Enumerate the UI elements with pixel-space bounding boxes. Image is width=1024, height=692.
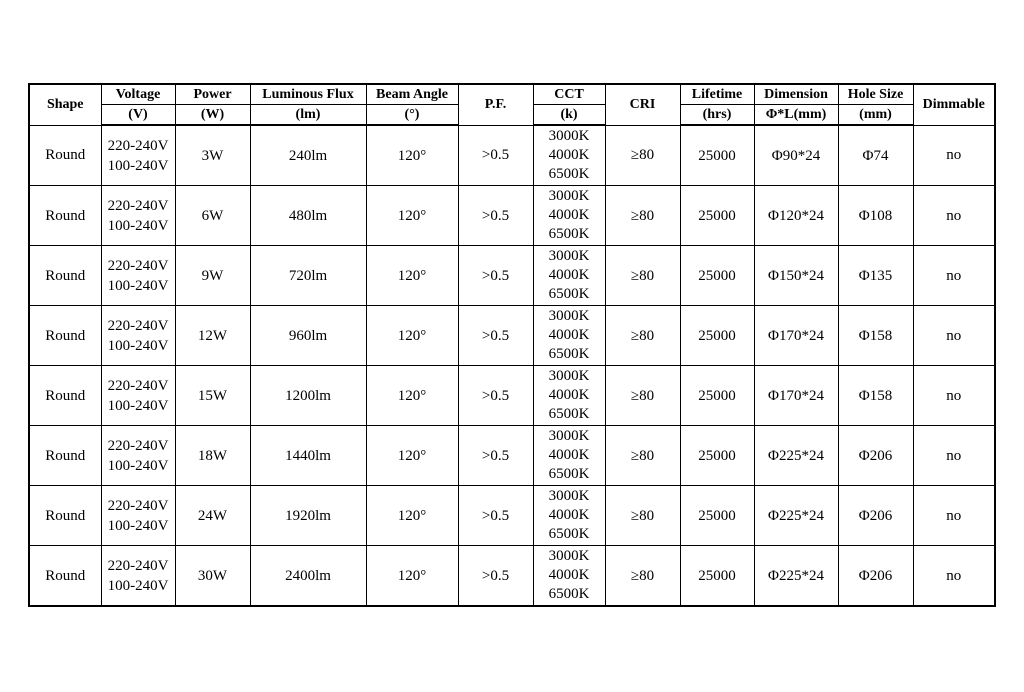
cell-voltage-line: 220-240V	[107, 437, 169, 454]
cell-shape: Round	[29, 186, 101, 246]
cell-cct	[533, 306, 605, 366]
cell-hole-size: Φ158	[838, 366, 913, 426]
cell-luminous-flux: 720lm	[250, 246, 366, 306]
cell-beam-angle: 120°	[366, 546, 458, 607]
cell-cct-line: 6500K	[548, 466, 590, 482]
table-body	[29, 125, 995, 606]
cell-beam-angle: 120°	[366, 186, 458, 246]
cell-power: 15W	[175, 366, 250, 426]
cell-shape: Round	[29, 125, 101, 186]
cell-voltage-line: 220-240V	[107, 377, 169, 394]
header-power-unit: (W)	[175, 105, 250, 126]
cell-cri: ≥80	[605, 486, 680, 546]
table-row	[29, 306, 995, 366]
cell-voltage	[101, 306, 175, 366]
cell-beam-angle: 120°	[366, 125, 458, 186]
table-row	[29, 186, 995, 246]
cell-power: 24W	[175, 486, 250, 546]
cell-cct-line: 6500K	[548, 586, 590, 602]
cell-cri: ≥80	[605, 426, 680, 486]
cell-cct-line: 4000K	[548, 207, 590, 223]
cell-lifetime: 25000	[680, 186, 754, 246]
table-row	[29, 366, 995, 426]
cell-pf: >0.5	[458, 306, 533, 366]
cell-cri: ≥80	[605, 306, 680, 366]
cell-voltage-line: 100-240V	[107, 157, 169, 174]
cell-cct-line: 3000K	[548, 188, 590, 204]
cell-voltage-line: 100-240V	[107, 457, 169, 474]
header-beam-angle: Beam Angle	[366, 84, 458, 105]
cell-lifetime: 25000	[680, 546, 754, 607]
cell-cct-line: 4000K	[548, 447, 590, 463]
cell-pf: >0.5	[458, 366, 533, 426]
cell-voltage-line: 220-240V	[107, 197, 169, 214]
cell-power: 30W	[175, 546, 250, 607]
cell-pf: >0.5	[458, 186, 533, 246]
cell-cct	[533, 186, 605, 246]
cell-dimmable: no	[913, 186, 995, 246]
header-pf: P.F.	[458, 84, 533, 125]
table-row	[29, 486, 995, 546]
cell-cct	[533, 366, 605, 426]
cell-hole-size: Φ135	[838, 246, 913, 306]
cell-lifetime: 25000	[680, 125, 754, 186]
header-hole-size: Hole Size	[838, 84, 913, 105]
cell-voltage	[101, 366, 175, 426]
cell-beam-angle: 120°	[366, 246, 458, 306]
cell-cct	[533, 486, 605, 546]
cell-beam-angle: 120°	[366, 366, 458, 426]
cell-dimension: Φ225*24	[754, 546, 838, 607]
header-luminous-flux: Luminous Flux	[250, 84, 366, 105]
cell-power: 9W	[175, 246, 250, 306]
header-lifetime-unit: (hrs)	[680, 105, 754, 126]
cell-shape: Round	[29, 546, 101, 607]
cell-cct-line: 3000K	[548, 308, 590, 324]
cell-luminous-flux: 960lm	[250, 306, 366, 366]
cell-cct-line: 3000K	[548, 488, 590, 504]
cell-cct-line: 6500K	[548, 166, 590, 182]
cell-voltage	[101, 125, 175, 186]
header-dimmable: Dimmable	[913, 84, 995, 125]
header-cct-unit: (k)	[533, 105, 605, 126]
header-dimension-unit: Φ*L(mm)	[754, 105, 838, 126]
table-header	[29, 84, 995, 125]
cell-cri: ≥80	[605, 186, 680, 246]
cell-shape: Round	[29, 306, 101, 366]
header-flux-unit: (lm)	[250, 105, 366, 126]
cell-power: 18W	[175, 426, 250, 486]
cell-cct	[533, 546, 605, 607]
cell-dimension: Φ225*24	[754, 426, 838, 486]
cell-power: 3W	[175, 125, 250, 186]
cell-lifetime: 25000	[680, 366, 754, 426]
cell-dimension: Φ170*24	[754, 366, 838, 426]
cell-beam-angle: 120°	[366, 306, 458, 366]
cell-voltage	[101, 546, 175, 607]
cell-luminous-flux: 1920lm	[250, 486, 366, 546]
cell-pf: >0.5	[458, 546, 533, 607]
cell-pf: >0.5	[458, 486, 533, 546]
cell-shape: Round	[29, 486, 101, 546]
header-beam-unit: (°)	[366, 105, 458, 126]
header-hole-unit: (mm)	[838, 105, 913, 126]
table-row	[29, 246, 995, 306]
cell-dimension: Φ170*24	[754, 306, 838, 366]
cell-cri: ≥80	[605, 366, 680, 426]
cell-voltage-line: 220-240V	[107, 557, 169, 574]
cell-cct-line: 3000K	[548, 548, 590, 564]
header-shape: Shape	[29, 84, 101, 125]
cell-cct-line: 4000K	[548, 147, 590, 163]
cell-cct-line: 3000K	[548, 428, 590, 444]
cell-cct-line: 3000K	[548, 128, 590, 144]
table-row	[29, 125, 995, 186]
cell-luminous-flux: 1200lm	[250, 366, 366, 426]
cell-luminous-flux: 2400lm	[250, 546, 366, 607]
cell-dimmable: no	[913, 125, 995, 186]
cell-voltage-line: 220-240V	[107, 257, 169, 274]
cell-cct-line: 6500K	[548, 286, 590, 302]
cell-cct-line: 6500K	[548, 226, 590, 242]
header-lifetime: Lifetime	[680, 84, 754, 105]
cell-cct-line: 4000K	[548, 567, 590, 583]
cell-dimmable: no	[913, 366, 995, 426]
cell-hole-size: Φ206	[838, 426, 913, 486]
cell-cct	[533, 426, 605, 486]
cell-beam-angle: 120°	[366, 486, 458, 546]
cell-power: 12W	[175, 306, 250, 366]
cell-pf: >0.5	[458, 125, 533, 186]
cell-luminous-flux: 1440lm	[250, 426, 366, 486]
header-row-names	[29, 84, 995, 105]
cell-cct-line: 6500K	[548, 526, 590, 542]
cell-voltage-line: 100-240V	[107, 337, 169, 354]
cell-cct-line: 3000K	[548, 248, 590, 264]
cell-cct-line: 4000K	[548, 327, 590, 343]
cell-power: 6W	[175, 186, 250, 246]
cell-cct-line: 6500K	[548, 406, 590, 422]
cell-voltage	[101, 426, 175, 486]
cell-lifetime: 25000	[680, 486, 754, 546]
cell-lifetime: 25000	[680, 306, 754, 366]
cell-cct-line: 4000K	[548, 387, 590, 403]
header-cct: CCT	[533, 84, 605, 105]
cell-cri: ≥80	[605, 546, 680, 607]
cell-hole-size: Φ158	[838, 306, 913, 366]
cell-voltage	[101, 186, 175, 246]
cell-voltage-line: 100-240V	[107, 517, 169, 534]
cell-pf: >0.5	[458, 426, 533, 486]
cell-shape: Round	[29, 366, 101, 426]
cell-dimmable: no	[913, 486, 995, 546]
header-power: Power	[175, 84, 250, 105]
cell-pf: >0.5	[458, 246, 533, 306]
header-cri: CRI	[605, 84, 680, 125]
header-voltage-unit: (V)	[101, 105, 175, 126]
cell-luminous-flux: 480lm	[250, 186, 366, 246]
cell-luminous-flux: 240lm	[250, 125, 366, 186]
cell-cri: ≥80	[605, 246, 680, 306]
cell-voltage-line: 100-240V	[107, 217, 169, 234]
cell-shape: Round	[29, 426, 101, 486]
cell-hole-size: Φ206	[838, 546, 913, 607]
cell-lifetime: 25000	[680, 426, 754, 486]
cell-voltage-line: 100-240V	[107, 277, 169, 294]
cell-voltage-line: 100-240V	[107, 397, 169, 414]
cell-shape: Round	[29, 246, 101, 306]
cell-cct-line: 4000K	[548, 267, 590, 283]
cell-cct-line: 3000K	[548, 368, 590, 384]
cell-voltage-line: 220-240V	[107, 317, 169, 334]
cell-dimension: Φ120*24	[754, 186, 838, 246]
table-row	[29, 426, 995, 486]
cell-voltage-line: 220-240V	[107, 137, 169, 154]
cell-voltage-line: 100-240V	[107, 577, 169, 594]
cell-cct	[533, 125, 605, 186]
cell-lifetime: 25000	[680, 246, 754, 306]
cell-dimmable: no	[913, 306, 995, 366]
cell-dimmable: no	[913, 546, 995, 607]
cell-cct-line: 6500K	[548, 346, 590, 362]
cell-cri: ≥80	[605, 125, 680, 186]
cell-dimmable: no	[913, 246, 995, 306]
cell-dimension: Φ225*24	[754, 486, 838, 546]
cell-cct	[533, 246, 605, 306]
cell-dimmable: no	[913, 426, 995, 486]
cell-cct-line: 4000K	[548, 507, 590, 523]
cell-hole-size: Φ108	[838, 186, 913, 246]
cell-hole-size: Φ206	[838, 486, 913, 546]
cell-dimension: Φ150*24	[754, 246, 838, 306]
cell-voltage	[101, 246, 175, 306]
cell-dimension: Φ90*24	[754, 125, 838, 186]
header-voltage: Voltage	[101, 84, 175, 105]
cell-voltage-line: 220-240V	[107, 497, 169, 514]
cell-hole-size: Φ74	[838, 125, 913, 186]
spec-table	[28, 83, 996, 607]
header-dimension: Dimension	[754, 84, 838, 105]
table-row	[29, 546, 995, 607]
cell-voltage	[101, 486, 175, 546]
cell-beam-angle: 120°	[366, 426, 458, 486]
